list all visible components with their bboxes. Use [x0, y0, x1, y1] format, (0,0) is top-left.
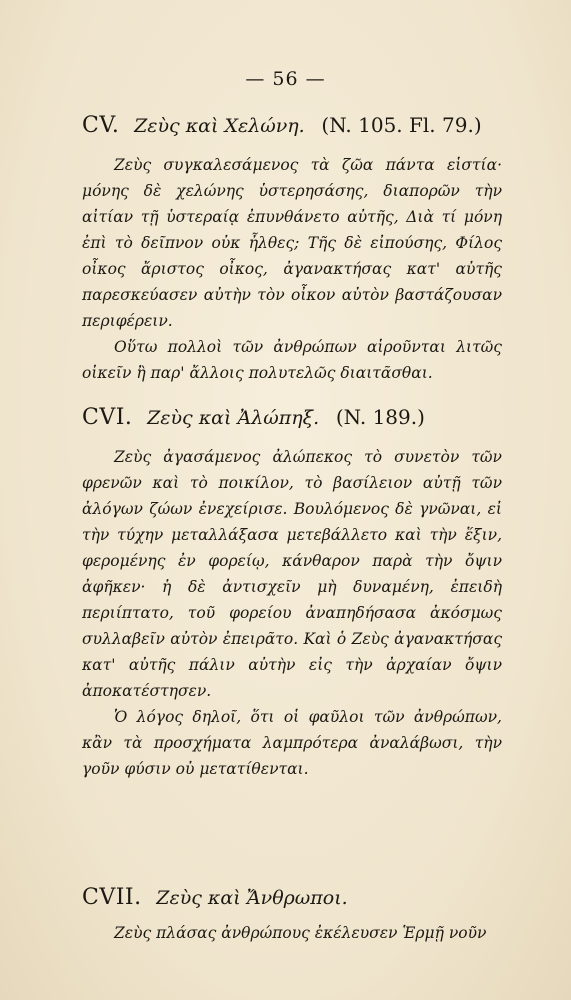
fable-paragraph: Ζεὺς ἀγασάμενος ἀλώπεκος τὸ συνετὸν τῶν φρενῶν καὶ τὸ ποικίλον, τὸ βασίλειον αὐτῇ τῶν ἀλόγων ζώων ἐνεχείρισε. Βουλόμενος δὲ γνῶναι, εἰ τὴν τύχην μεταλλάξασα μετεβάλλετο καὶ τὴν ἕξιν, φερομένης ἐν φορείῳ, κάνθαρον παρὰ τὴν ὄψιν ἀφῆκεν· ἡ δὲ ἀντισχεῖν μὴ δυναμένη, ἐπειδὴ περιίπτατο, τοῦ φορείου ἀναπηδήσασα ἀκόσμως συλλαβεῖν αὐτὸν ἐπειρᾶτο. Καὶ ὁ Ζεὺς ἀγανακτήσας κατ' αὐτῆς πάλιν αὐτὴν εἰς τὴν ἀρχαίαν ὄψιν ἀποκατέστησεν.	[82, 448, 502, 700]
fable-text	[82, 444, 502, 782]
fable-number: CV.	[82, 113, 120, 138]
fable-heading	[82, 885, 502, 910]
fable-number: CVI.	[82, 405, 133, 430]
fable-heading	[82, 113, 502, 138]
page-number: — 56 —	[245, 68, 326, 90]
fable-heading	[82, 405, 502, 430]
fable-title: Ζεὺς καὶ Ἄνθρωποι.	[156, 887, 348, 909]
fable-paragraph: Ζεὺς συγκαλεσάμενος τὰ ζῶα πάντα εἱστία· μόνης δὲ χελώνης ὑστερησάσης, διαπορῶν τὴν αἰτίαν τῇ ὑστεραίᾳ ἐπυνθάνετο αὐτῆς, Διὰ τί μόνη ἐπὶ τὸ δεῖπνον οὐκ ἦλθες; Τῆς δὲ εἰπούσης, Φίλος οἶκος ἄριστος οἶκος, ἀγανακτήσας κατ' αὐτῆς παρεσκεύασεν αὐτὴν τὸν οἶκον αὐτὸν βαστάζουσαν περιφέρειν.	[82, 156, 502, 330]
fable-title: Ζεὺς καὶ Χελώνη.	[134, 115, 305, 137]
fable-title: Ζεὺς καὶ Ἀλώπηξ.	[147, 407, 320, 429]
fable-number: CVII.	[82, 885, 142, 910]
fable-reference: (N. 105. Fl. 79.)	[321, 113, 482, 137]
fable-105	[82, 113, 502, 386]
fable-106	[82, 405, 502, 782]
fable-reference: (N. 189.)	[335, 405, 425, 429]
fable-moral: Οὕτω πολλοὶ τῶν ἀνθρώπων αἱροῦνται λιτῶς οἰκεῖν ἢ παρ' ἄλλοις πολυτελῶς διαιτᾶσθαι.	[82, 338, 502, 382]
fable-text	[82, 920, 502, 946]
fable-107	[82, 885, 502, 946]
fable-moral: Ὁ λόγος δηλοῖ, ὅτι οἱ φαῦλοι τῶν ἀνθρώπων, κἂν τὰ προσχήματα λαμπρότερα ἀναλάβωσι, τὴν γοῦν φύσιν οὐ μετατίθενται.	[82, 708, 502, 778]
fable-paragraph: Ζεὺς πλάσας ἀνθρώπους ἐκέλευσεν Ἑρμῇ νοῦν	[114, 924, 487, 942]
fable-text	[82, 152, 502, 386]
